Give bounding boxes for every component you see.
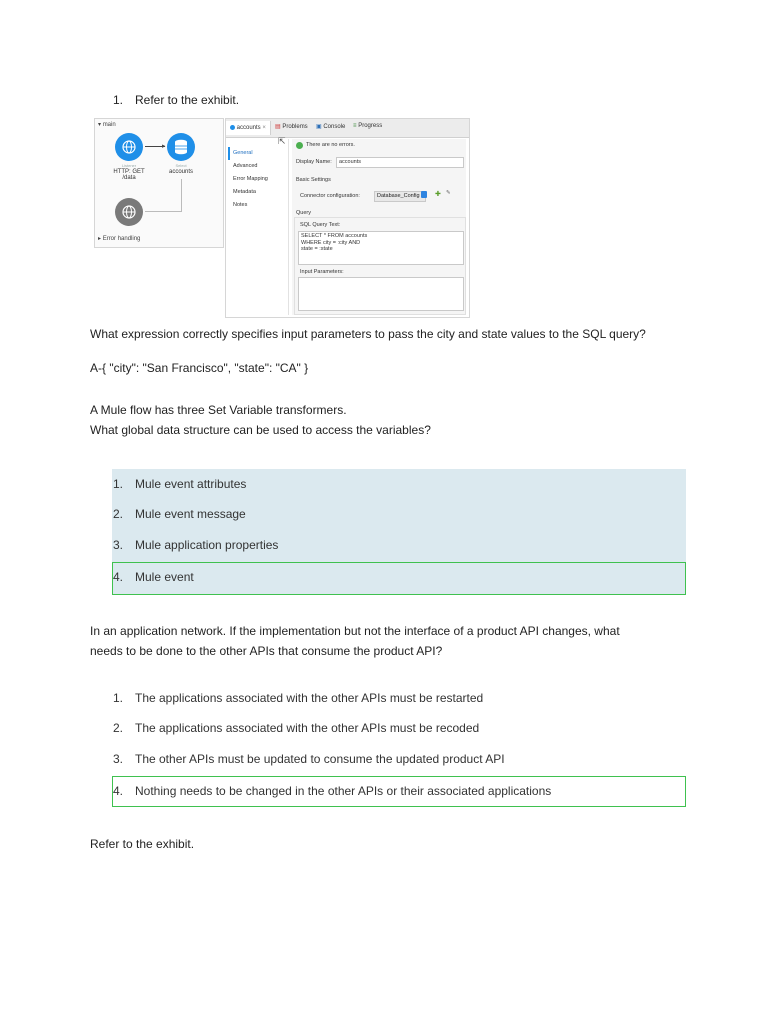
question-4-label: Refer to the exhibit. xyxy=(90,837,195,851)
tab-console[interactable]: ▣ Console xyxy=(316,124,346,130)
question-2-line-2: What global data structure can be used to access the variables? xyxy=(90,423,431,437)
dropdown-icon[interactable] xyxy=(421,191,427,198)
query-heading: Query xyxy=(296,210,311,216)
select-node xyxy=(167,133,195,161)
connector-config-select[interactable]: Database_Config xyxy=(374,191,426,202)
http-listener-node xyxy=(115,133,143,161)
connector-icon xyxy=(230,125,235,130)
nav-error-mapping[interactable]: Error Mapping xyxy=(233,176,268,182)
option-item[interactable]: 1. Mule event attributes xyxy=(113,477,247,491)
question-number: 1. xyxy=(113,93,124,107)
add-icon[interactable]: ✚ xyxy=(435,191,441,198)
correct-answer-highlight xyxy=(112,562,686,595)
question-3-line-1: In an application network. If the implementation but not the interface of a product API changes, what xyxy=(90,624,620,638)
option-item[interactable]: 2. The applications associated with the other APIs must be recoded xyxy=(113,721,480,735)
exhibit-properties-panel xyxy=(225,118,470,318)
option-item[interactable]: 1. The applications associated with the other APIs must be restarted xyxy=(113,691,484,705)
edit-icon[interactable]: ✎ xyxy=(446,190,451,196)
http-response-node xyxy=(115,198,143,226)
database-icon xyxy=(167,133,195,161)
sql-line: state = :state xyxy=(301,246,333,252)
console-icon: ▣ xyxy=(316,124,322,130)
question-1-answer: A-{ "city": "San Francisco", "state": "CA" } xyxy=(90,361,309,375)
check-icon xyxy=(296,142,303,149)
tab-problems[interactable]: ▤ Problems xyxy=(275,124,308,130)
input-parameters-textarea[interactable] xyxy=(298,277,464,311)
nav-metadata[interactable]: Metadata xyxy=(233,189,256,195)
option-item[interactable]: 3. Mule application properties xyxy=(113,538,279,552)
exhibit-flow-canvas xyxy=(94,118,224,248)
option-item-correct[interactable]: 4. Mule event xyxy=(113,570,194,584)
flow-connector xyxy=(145,211,182,212)
input-parameters-label: Input Parameters: xyxy=(300,269,344,275)
display-name-input[interactable]: accounts xyxy=(336,157,464,168)
tab-progress[interactable]: ≡ Progress xyxy=(353,123,383,129)
flow-header: ▾ main xyxy=(98,122,116,128)
question-1-label xyxy=(113,93,239,107)
problems-icon: ▤ xyxy=(275,124,281,130)
node1-label: HTTP: GET /data xyxy=(113,169,145,181)
sql-query-textarea[interactable] xyxy=(298,231,464,265)
cursor-icon: ⇱ xyxy=(278,136,286,146)
tab-accounts[interactable]: accounts × xyxy=(226,121,271,135)
question-text: Refer to the exhibit. xyxy=(135,93,240,107)
globe-icon xyxy=(115,133,143,161)
flow-connector xyxy=(181,179,182,211)
panel-tab-bar xyxy=(226,119,469,138)
nav-notes[interactable]: Notes xyxy=(233,202,248,208)
option-item[interactable]: 2. Mule event message xyxy=(113,507,246,521)
sql-query-label: SQL Query Text: xyxy=(300,222,341,228)
node2-label: accounts xyxy=(168,169,193,175)
status-message: There are no errors. xyxy=(306,142,355,148)
display-name-label: Display Name: xyxy=(296,159,332,165)
question-3-line-2: needs to be done to the other APIs that consume the product API? xyxy=(90,644,443,658)
sql-line: SELECT * FROM accounts xyxy=(301,233,368,239)
general-pane xyxy=(292,139,466,315)
globe-icon xyxy=(115,198,143,226)
connector-config-label: Connector configuration: xyxy=(300,193,360,199)
flow-error-handling: ▸ Error handling xyxy=(98,236,141,242)
question-2-line-1: A Mule flow has three Set Variable transformers. xyxy=(90,403,347,417)
progress-icon: ≡ xyxy=(353,123,357,129)
option-item[interactable]: 3. The other APIs must be updated to consume the updated product API xyxy=(113,752,505,766)
arrow-head-icon: ▸ xyxy=(162,143,166,150)
question-1-text: What expression correctly specifies input parameters to pass the city and state values to the SQL query? xyxy=(90,327,646,341)
nav-general[interactable]: General xyxy=(228,147,286,160)
node1-sublabel: Listener xyxy=(121,163,137,168)
properties-nav xyxy=(228,147,286,212)
sql-line: WHERE city = :city AND xyxy=(301,240,361,246)
nav-divider xyxy=(288,139,289,315)
basic-settings-heading: Basic Settings xyxy=(296,177,331,183)
nav-advanced[interactable]: Advanced xyxy=(233,163,258,169)
node2-sublabel: Select xyxy=(175,163,187,168)
option-item-correct[interactable]: 4. Nothing needs to be changed in the other APIs or their associated applications xyxy=(113,784,552,798)
